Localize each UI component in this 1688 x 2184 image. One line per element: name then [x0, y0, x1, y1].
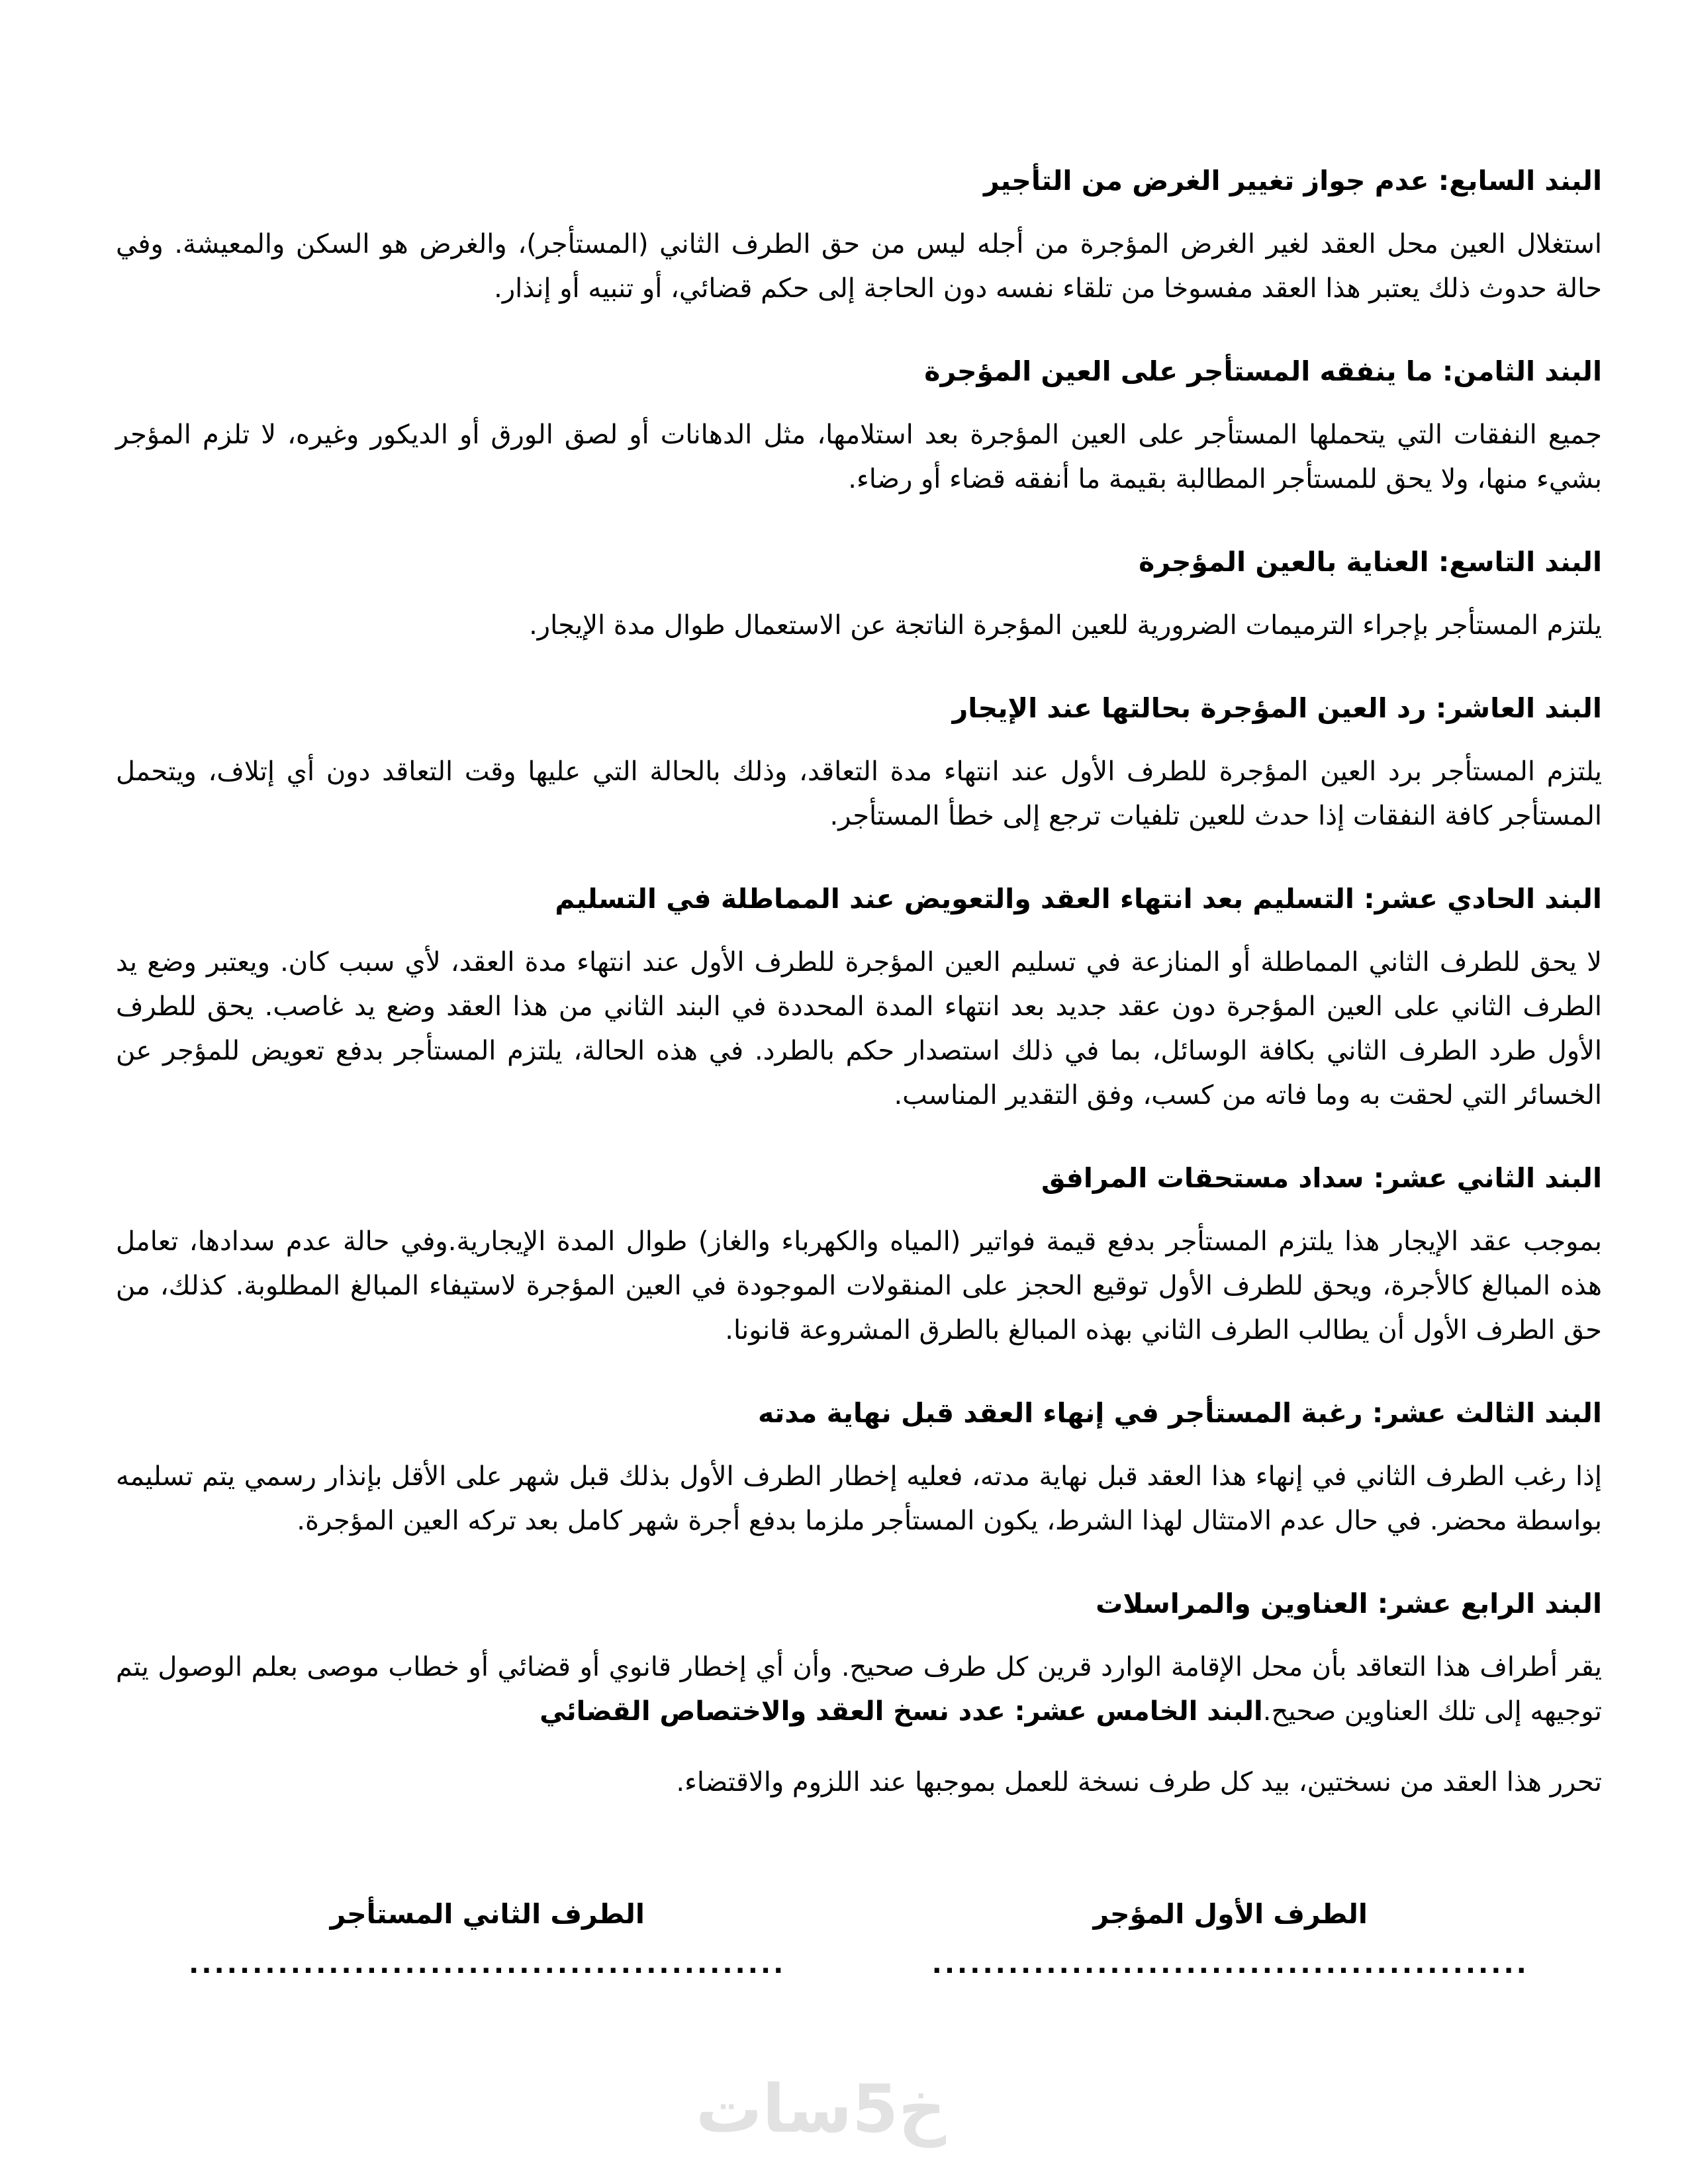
signature-block	[116, 1897, 1602, 1979]
clause-11-body: لا يحق للطرف الثاني المماطلة أو المنازعة في تسليم العين المؤجرة للطرف الأول عند انتهاء مدة العقد، لأي سبب كان. ويعتبر وضع يد الطرف الثاني على العين المؤجرة دون عقد جديد بعد انتهاء المدة المحددة في البند الثاني من هذا العقد وضع يد غاصب. يحق للطرف الأول طرد الطرف الثاني بكافة الوسائل، بما في ذلك استصدار حكم بالطرد. في هذه الحالة، يلتزم المستأجر بدفع تعويض للمؤجر عن الخسائر التي لحقت به وما فاته من كسب، وفق التقدير المناسب.	[116, 947, 1602, 1111]
clause-7-body: استغلال العين محل العقد لغير الغرض المؤجرة من أجله ليس من حق الطرف الثاني (المستأجر)، والغرض هو السكن والمعيشة. وفي حالة حدوث ذلك يعتبر هذا العقد مفسوخا من تلقاء نفسه دون الحاجة إلى حكم قضائي، أو تنبيه أو إنذار.	[116, 229, 1602, 304]
clause-10-body: يلتزم المستأجر برد العين المؤجرة للطرف الأول عند انتهاء مدة التعاقد، وذلك بالحالة التي عليها وقت التعاقد دون أي إتلاف، ويتحمل المستأجر كافة النفقات إذا حدث للعين تلفيات ترجع إلى خطأ المستأجر.	[116, 756, 1602, 831]
closing-paragraph: تحرر هذا العقد من نسختين، بيد كل طرف نسخة للعمل بموجبها عند اللزوم والاقتضاء.	[676, 1767, 1602, 1797]
first-party-signature-column	[859, 1897, 1603, 1979]
clause-9-body: يلتزم المستأجر بإجراء الترميمات الضرورية للعين المؤجرة الناتجة عن الاستعمال طوال مدة الإيجار.	[529, 610, 1602, 641]
clause-11-heading: البند الحادي عشر: التسليم بعد انتهاء العقد والتعويض عند المماطلة في التسليم	[555, 883, 1602, 915]
second-party-signature-column	[116, 1897, 859, 1979]
first-party-signature-line: ...............................................	[931, 1949, 1529, 1979]
second-party-label: الطرف الثاني المستأجر	[330, 1898, 645, 1930]
clause-12-body: بموجب عقد الإيجار هذا يلتزم المستأجر بدفع قيمة فواتير (المياه والكهرباء والغاز) طوال المدة الإيجارية.وفي حالة عدم سدادها، تعامل هذه المبالغ كالأجرة، ويحق للطرف الأول توقيع الحجز على المنقولات الموجودة في العين المؤجرة لاستيفاء المبالغ المطلوبة. كذلك، من حق الطرف الأول أن يطالب الطرف الثاني بهذه المبالغ بالطرق المشروعة قانونا.	[116, 1226, 1602, 1345]
clause-15-inline-heading: البند الخامس عشر: عدد نسخ العقد والاختصاص القضائي	[539, 1696, 1263, 1727]
clause-14-body-text: يقر أطراف هذا التعاقد بأن محل الإقامة الوارد قرين كل طرف صحيح. وأن أي إخطار قانوي أو قضائي أو خطاب موصى بعلم الوصول يتم توجيهه إلى تلك العناوين صحيح.	[116, 1652, 1602, 1727]
clause-8-body: جميع النفقات التي يتحملها المستأجر على العين المؤجرة بعد استلامها، مثل الدهانات أو لصق الورق أو الديكور وغيره، لا تلزم المؤجر بشيء منها، ولا يحق للمستأجر المطالبة بقيمة ما أنفقه قضاء أو رضاء.	[116, 420, 1602, 494]
clause-14-body	[116, 1645, 1602, 1734]
clause-7-heading: البند السابع: عدم جواز تغيير الغرض من التأجير	[984, 165, 1602, 197]
clause-12-heading: البند الثاني عشر: سداد مستحقات المرافق	[1041, 1162, 1602, 1194]
clause-8-heading: البند الثامن: ما ينفقه المستأجر على العين المؤجرة	[924, 355, 1602, 387]
clause-14-heading: البند الرابع عشر: العناوين والمراسلات	[1096, 1588, 1602, 1619]
clause-13-body: إذا رغب الطرف الثاني في إنهاء هذا العقد قبل نهاية مدته، فعليه إخطار الطرف الأول بذلك قبل شهر على الأقل بإنذار رسمي يتم تسليمه بواسطة محضر. في حال عدم الامتثال لهذا الشرط، يكون المستأجر ملزما بدفع أجرة شهر كامل بعد تركه العين المؤجرة.	[116, 1461, 1602, 1536]
second-party-signature-line: ...............................................	[189, 1949, 786, 1979]
first-party-label: الطرف الأول المؤجر	[1093, 1898, 1368, 1930]
clause-10-heading: البند العاشر: رد العين المؤجرة بحالتها عند الإيجار	[952, 692, 1602, 724]
khamsat-watermark-logo: خ5سات	[695, 2070, 947, 2148]
clause-9-heading: البند التاسع: العناية بالعين المؤجرة	[1139, 546, 1602, 578]
clause-13-heading: البند الثالث عشر: رغبة المستأجر في إنهاء العقد قبل نهاية مدته	[757, 1397, 1602, 1429]
